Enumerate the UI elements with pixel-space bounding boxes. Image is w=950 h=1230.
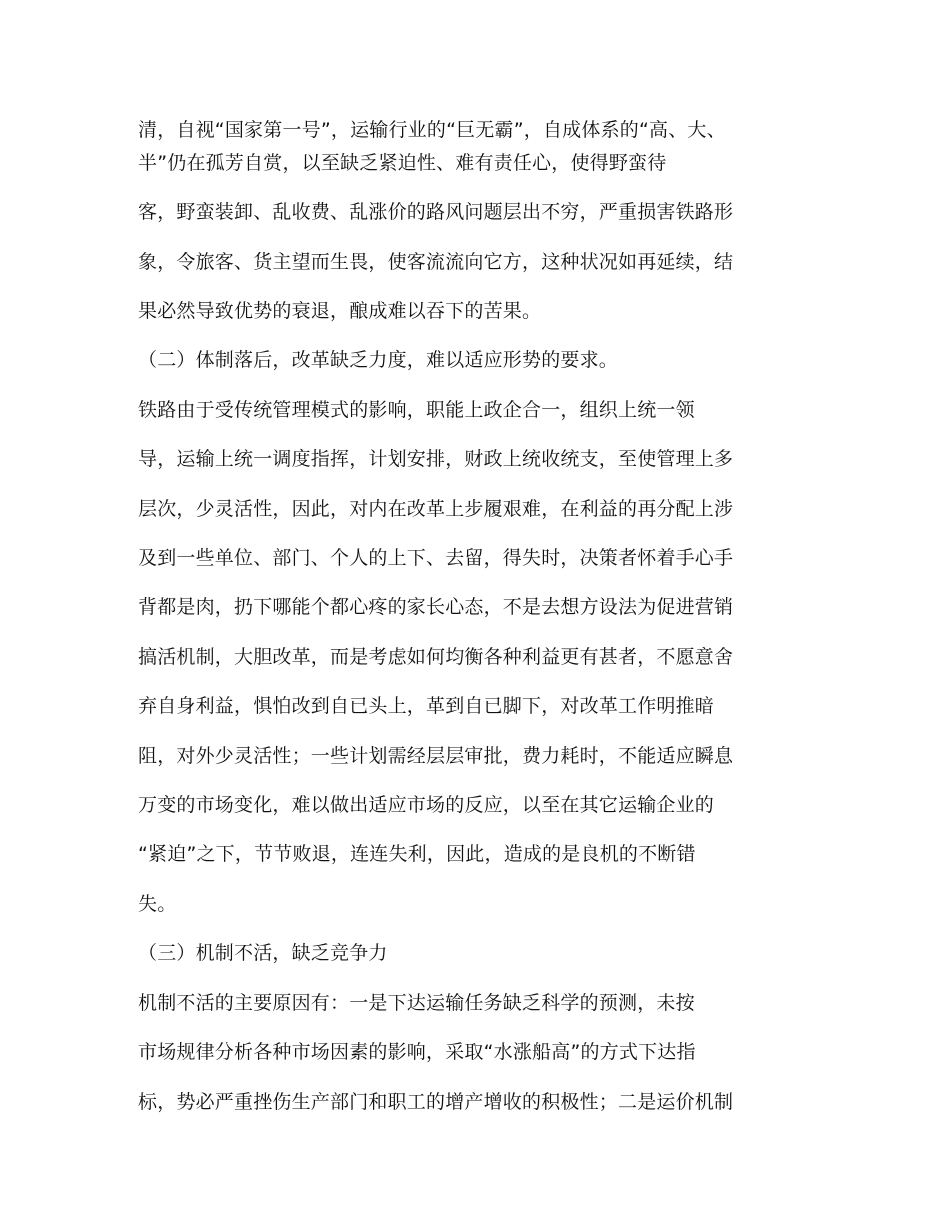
text-line: 阻，对外少灵活性；一些计划需经层层审批，费力耗时，不能适应瞬息 <box>138 745 734 767</box>
text-line: 机制不活的主要原因有：一是下达运输任务缺乏科学的预测，未按 <box>138 992 695 1014</box>
section-heading: （三）机制不活，缺乏竞争力 <box>138 942 388 964</box>
section-heading: （二）体制落后，改革缺乏力度，难以适应形势的要求。 <box>138 349 619 371</box>
text-line: 清，自视“国家第一号”，运输行业的“巨无霸”，自成体系的“高、大、 <box>138 119 726 141</box>
text-line: 象，令旅客、货主望而生畏，使客流流向它方，这种状况如再延续，结 <box>138 251 734 273</box>
text-line: 市场规律分析各种市场因素的影响，采取“水涨船高”的方式下达指 <box>138 1041 696 1063</box>
text-line: 果必然导致优势的衰退，酿成难以吞下的苦果。 <box>138 300 542 322</box>
text-line: 背都是肉，扔下哪能个都心疼的家长心态，不是去想方设法为促进营销 <box>138 596 734 618</box>
text-line: 层次，少灵活性，因此，对内在改革上步履艰难，在利益的再分配上涉 <box>138 498 734 520</box>
text-line: 客，野蛮装卸、乱收费、乱涨价的路风问题层出不穷，严重损害铁路形 <box>138 201 734 223</box>
text-line: 搞活机制，大胆改革，而是考虑如何均衡各种利益更有甚者，不愿意舍 <box>138 646 734 668</box>
text-line: “紧迫”之下，节节败退，连连失利，因此，造成的是良机的不断错 <box>138 843 696 865</box>
text-line: 铁路由于受传统管理模式的影响，职能上政企合一，组织上统一领 <box>138 399 695 421</box>
text-line: 失。 <box>138 893 177 915</box>
text-line: 弃自身利益，惧怕改到自已头上，革到自已脚下，对改革工作明推暗 <box>138 695 715 717</box>
text-line: 导，运输上统一调度指挥，计划安排，财政上统收统支，至使管理上多 <box>138 448 734 470</box>
text-line: 半”仍在孤芳自赏，以至缺乏紧迫性、难有责任心，使得野蛮待 <box>138 152 667 174</box>
text-line: 万变的市场变化，难以做出适应市场的反应，以至在其它运输企业的 <box>138 794 715 816</box>
text-line: 及到一些单位、部门、个人的上下、去留，得失时，决策者怀着手心手 <box>138 547 734 569</box>
text-line: 标，势必严重挫伤生产部门和职工的增产增收的积极性；二是运价机制 <box>138 1091 734 1113</box>
